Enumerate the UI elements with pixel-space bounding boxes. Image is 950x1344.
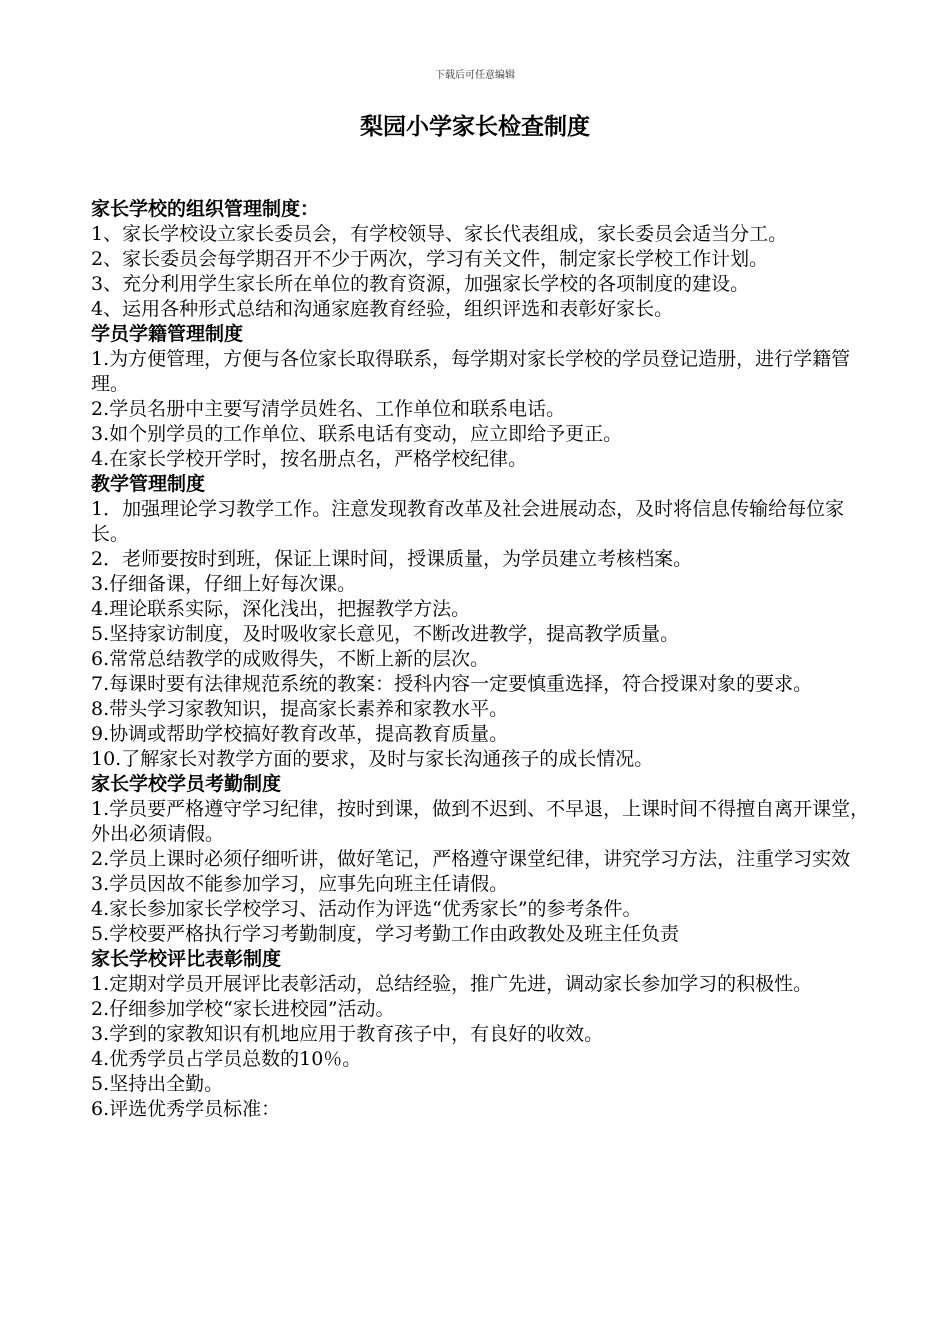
list-item: 4.优秀学员占学员总数的10％。 (91, 1048, 362, 1070)
list-item: 8.带头学习家教知识，提高家长素养和家教水平。 (91, 698, 509, 720)
page-title: 梨园小学家长检查制度 (360, 114, 590, 140)
list-item: 2、家长委员会每学期召开不少于两次，学习有关文件，制定家长学校工作计划。 (91, 248, 769, 270)
header-note: 下载后可任意编辑 (435, 70, 515, 81)
list-item: 4.理论联系实际，深化浅出，把握教学方法。 (91, 598, 471, 620)
list-item: 3.学员因故不能参加学习，应事先向班主任请假。 (91, 873, 509, 895)
list-item: 2.仔细参加学校“家长进校园”活动。 (91, 998, 395, 1020)
list-item: 1、家长学校设立家长委员会，有学校领导、家长代表组成，家长委员会适当分工。 (91, 223, 788, 245)
list-item: 10.了解家长对教学方面的要求，及时与家长沟通孩子的成长情况。 (91, 748, 654, 770)
list-item: 1.为方便管理，方便与各位家长取得联系，每学期对家长学校的学员登记造册，进行学籍管理。 (91, 348, 851, 395)
list-item: 1.学员要严格遵守学习纪律，按时到课，做到不迟到、不早退，上课时间不得擅自离开课堂，外出必须请假。 (91, 798, 870, 845)
list-item: 9.协调或帮助学校搞好教育改革，提高教育质量。 (91, 723, 509, 745)
list-item: 5.坚持家访制度，及时吸收家长意见，不断改进教学，提高教学质量。 (91, 623, 680, 645)
list-item: 4.在家长学校开学时，按名册点名，严格学校纪律。 (91, 448, 528, 470)
list-item: 3、充分利用学生家长所在单位的教育资源，加强家长学校的各项制度的建设。 (91, 273, 750, 295)
list-item: 5.学校要严格执行学习考勤制度，学习考勤工作由政教处及班主任负责 (91, 923, 680, 945)
document-body (91, 197, 881, 1122)
section-teaching (91, 472, 881, 772)
list-item: 3.学到的家教知识有机地应用于教育孩子中，有良好的收效。 (91, 1023, 604, 1045)
list-item: 7.每课时要有法律规范系统的教案：授科内容一定要慎重选择，符合授课对象的要求。 (91, 673, 813, 695)
list-item: 6.常常总结教学的成败得失，不断上新的层次。 (91, 648, 490, 670)
list-item: 4、运用各种形式总结和沟通家庭教育经验，组织评选和表彰好家长。 (91, 298, 674, 320)
section-heading: 学员学籍管理制度 (91, 323, 244, 345)
list-item: 1．加强理论学习教学工作。注意发现教育改革及社会进展动态，及时将信息传输给每位家长。 (91, 498, 845, 545)
list-item: 6.评选优秀学员标准： (91, 1098, 281, 1120)
section-heading: 家长学校的组织管理制度： (91, 198, 320, 220)
section-organization (91, 197, 881, 322)
list-item: 3.如个别学员的工作单位、联系电话有变动，应立即给予更正。 (91, 423, 623, 445)
list-item: 5.坚持出全勤。 (91, 1073, 224, 1095)
section-attendance (91, 772, 881, 947)
list-item: 1.定期对学员开展评比表彰活动，总结经验，推广先进，调动家长参加学习的积极性。 (91, 973, 813, 995)
section-enrollment (91, 322, 881, 472)
list-item: 2.学员上课时必须仔细听讲，做好笔记，严格遵守课堂纪律，讲究学习方法，注重学习实效 (91, 848, 851, 870)
section-heading: 教学管理制度 (91, 473, 206, 495)
section-awards (91, 947, 881, 1122)
list-item: 2.学员名册中主要写清学员姓名、工作单位和联系电话。 (91, 398, 566, 420)
list-item: 4.家长参加家长学校学习、活动作为评选“优秀家长”的参考条件。 (91, 898, 642, 920)
list-item: 2．老师要按时到班，保证上课时间，授课质量，为学员建立考核档案。 (91, 548, 693, 570)
section-heading: 家长学校学员考勤制度 (91, 773, 282, 795)
section-heading: 家长学校评比表彰制度 (91, 948, 282, 970)
list-item: 3.仔细备课，仔细上好每次课。 (91, 573, 357, 595)
